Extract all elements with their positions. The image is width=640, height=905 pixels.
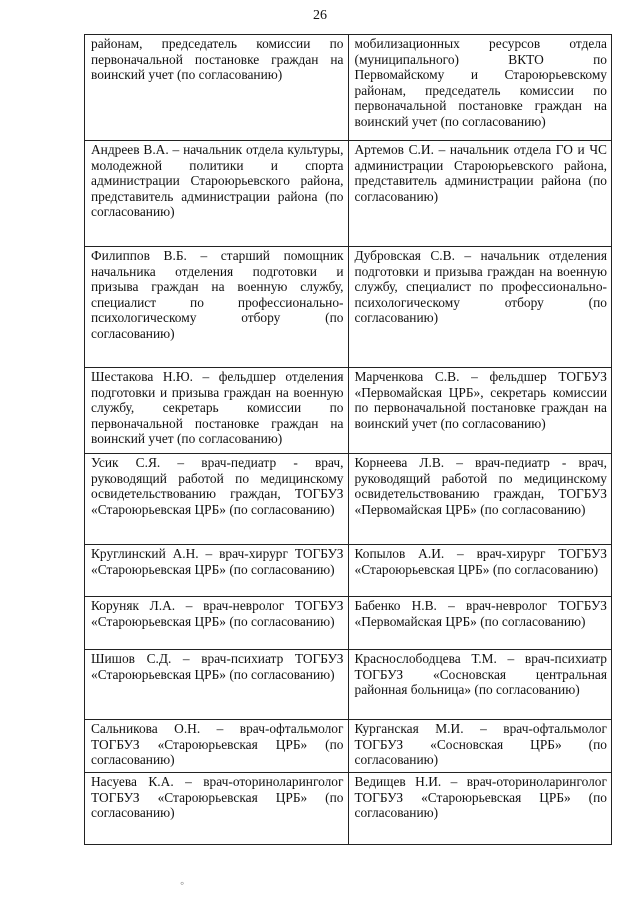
table-cell-right: Артемов С.И. – начальник отдела ГО и ЧС администрации Староюрьевского района, представитель администрации района (по согласованию) bbox=[348, 141, 612, 247]
table-row bbox=[85, 773, 612, 845]
table-cell-left: Коруняк Л.А. – врач-невролог ТОГБУЗ «Староюрьевская ЦРБ» (по согласованию) bbox=[85, 597, 349, 650]
table-row bbox=[85, 650, 612, 720]
page-number: 26 bbox=[313, 8, 327, 23]
table-cell-left: Усик С.Я. – врач-педиатр - врач, руководящий работой по медицинскому освидетельствованию граждан, ТОГБУЗ «Староюрьевская ЦРБ» (по согласованию) bbox=[85, 454, 349, 545]
table-row bbox=[85, 597, 612, 650]
scan-artifact-mark: ◦ bbox=[180, 876, 185, 890]
table-cell-left: Сальникова О.Н. – врач-офтальмолог ТОГБУЗ «Староюрьевская ЦРБ» (по согласованию) bbox=[85, 720, 349, 773]
table-cell-right: Курганская М.И. – врач-офтальмолог ТОГБУЗ «Сосновская ЦРБ» (по согласованию) bbox=[348, 720, 612, 773]
table-cell-left: районам, председатель комиссии по первоначальной постановке граждан на воинский учет (по согласованию) bbox=[85, 35, 349, 141]
table-cell-right: Бабенко Н.В. – врач-невролог ТОГБУЗ «Первомайская ЦРБ» (по согласованию) bbox=[348, 597, 612, 650]
table-cell-right: Краснослободцева Т.М. – врач-психиатр ТОГБУЗ «Сосновская центральная районная больница» (по согласованию) bbox=[348, 650, 612, 720]
table-cell-left: Круглинский А.Н. – врач-хирург ТОГБУЗ «Староюрьевская ЦРБ» (по согласованию) bbox=[85, 545, 349, 597]
table-cell-right: Ведищев Н.И. – врач-оториноларинголог ТОГБУЗ «Староюрьевская ЦРБ» (по согласованию) bbox=[348, 773, 612, 845]
table-row bbox=[85, 454, 612, 545]
table-row bbox=[85, 720, 612, 773]
table-row bbox=[85, 545, 612, 597]
table-row bbox=[85, 247, 612, 368]
table-cell-right: Марченкова С.В. – фельдшер ТОГБУЗ «Первомайская ЦРБ», секретарь комиссии по первоначальной постановке граждан на воинский учет (по согласованию) bbox=[348, 368, 612, 454]
table-cell-left: Филиппов В.Б. – старший помощник начальника отделения подготовки и призыва граждан на военную службу, специалист по профессионально-психологическому отбору (по согласованию) bbox=[85, 247, 349, 368]
table-row bbox=[85, 368, 612, 454]
table-cell-left: Шишов С.Д. – врач-психиатр ТОГБУЗ «Староюрьевская ЦРБ» (по согласованию) bbox=[85, 650, 349, 720]
table-cell-right: Корнеева Л.В. – врач-педиатр - врач, руководящий работой по медицинскому освидетельствованию граждан, ТОГБУЗ «Первомайская ЦРБ» (по согласованию) bbox=[348, 454, 612, 545]
table-cell-right: Копылов А.И. – врач-хирург ТОГБУЗ «Староюрьевская ЦРБ» (по согласованию) bbox=[348, 545, 612, 597]
table-row bbox=[85, 35, 612, 141]
table-cell-left: Шестакова Н.Ю. – фельдшер отделения подготовки и призыва граждан на военную службу, секретарь комиссии по первоначальной постановке граждан на воинский учет (по согласованию) bbox=[85, 368, 349, 454]
commission-roster-table bbox=[84, 34, 612, 845]
table-cell-left: Андреев В.А. – начальник отдела культуры, молодежной политики и спорта администрации Староюрьевского района, представитель администрации района (по согласованию) bbox=[85, 141, 349, 247]
table-cell-right: мобилизационных ресурсов отдела (муниципального) ВКТО по Первомайскому и Староюрьевскому районам, председатель комиссии по первоначальной постановке граждан на воинский учет (по согласованию) bbox=[348, 35, 612, 141]
table-cell-right: Дубровская С.В. – начальник отделения подготовки и призыва граждан на военную службу, специалист по профессионально-психологическому отбору (по согласованию) bbox=[348, 247, 612, 368]
table-cell-left: Насуева К.А. – врач-оториноларинголог ТОГБУЗ «Староюрьевская ЦРБ» (по согласованию) bbox=[85, 773, 349, 845]
table-row bbox=[85, 141, 612, 247]
